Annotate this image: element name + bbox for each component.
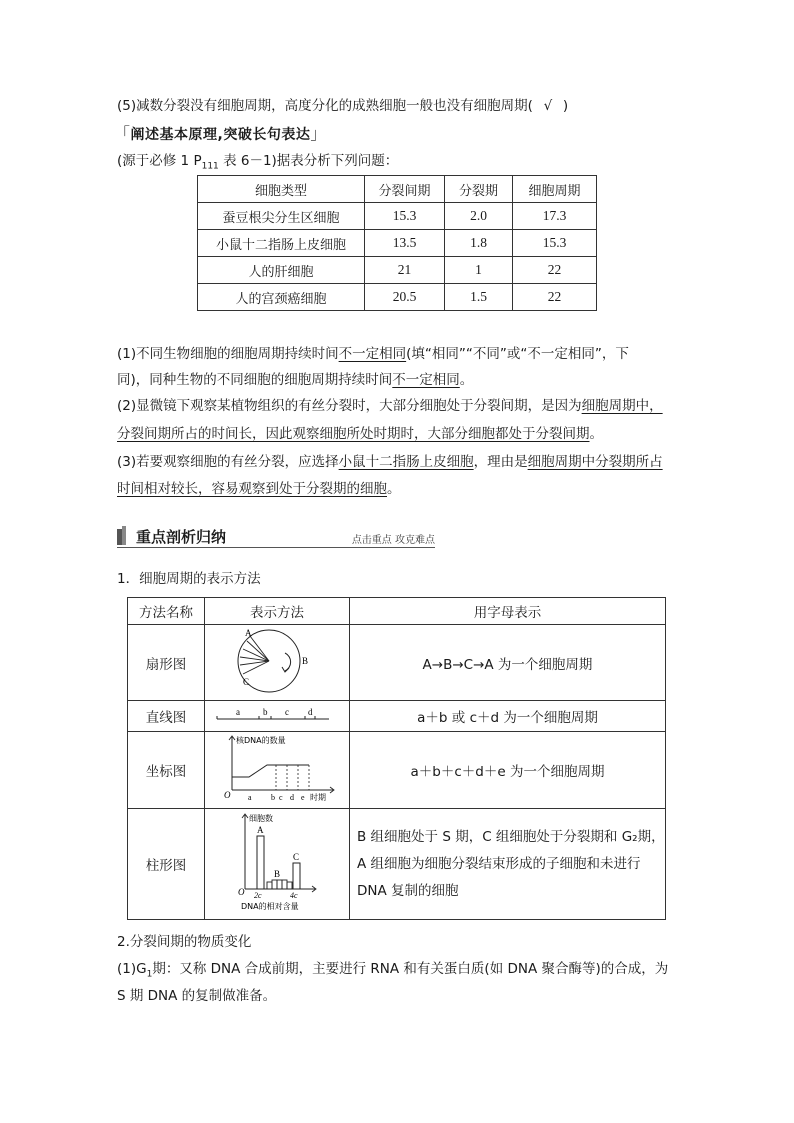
bar-b3 [277, 880, 282, 889]
fan-label-c: C [243, 677, 250, 687]
desc-line: B 组细胞处于 S 期，C 组细胞处于分裂期和 G₂期， [357, 828, 665, 845]
line-label-a: a [236, 707, 240, 717]
question-1-line-1: (1)不同生物细胞的细胞周期持续时间不一定相同(填“相同”“不同”或“不一定相同”，下 [117, 346, 629, 362]
header-cell: 细胞周期 [513, 176, 597, 203]
table-cell: 1 [445, 257, 513, 284]
table-cell: 17.3 [513, 203, 597, 230]
header-cell: 方法名称 [128, 598, 205, 625]
method-description: a＋b＋c＋d＋e 为一个细胞周期 [350, 732, 666, 809]
question-3-line-2: 时间相对较长，容易观察到处于分裂期的细胞。 [117, 481, 401, 497]
table-header-row [128, 598, 666, 625]
table-row [128, 809, 666, 920]
method-name: 坐标图 [128, 732, 205, 809]
header-cell: 用字母表示 [350, 598, 666, 625]
table-cell: 小鼠十二指肠上皮细胞 [198, 230, 365, 257]
answer: 细胞周期中分裂期所占 [527, 454, 663, 470]
bar-b5 [287, 882, 292, 889]
section-title: 重点剖析归纳 [136, 528, 227, 546]
answer: 细胞周期中， [581, 398, 663, 414]
bracket-title: 「阐述基本原理,突破长句表达」 [114, 124, 327, 143]
header-cell: 细胞类型 [198, 176, 365, 203]
question-2-line-2: 分裂间期所占的时间长，因此观察细胞所处时期时，大部分细胞都处于分裂间期。 [117, 426, 603, 442]
section-divider [117, 547, 435, 548]
header-cell: 分裂期 [445, 176, 513, 203]
header-cell: 分裂间期 [365, 176, 445, 203]
table-row [198, 203, 597, 230]
header-cell: 表示方法 [205, 598, 350, 625]
question-3-line-1: (3)若要观察细胞的有丝分裂，应选择小鼠十二指肠上皮细胞，理由是细胞周期中分裂期所占 [117, 454, 663, 470]
table-cell: 2.0 [445, 203, 513, 230]
table-cell: 21 [365, 257, 445, 284]
answer: 时间相对较长，容易观察到处于分裂期的细胞 [117, 481, 387, 497]
coord-tick-a: a [248, 793, 252, 802]
table-cell: 15.3 [513, 230, 597, 257]
bar-tick-4c: 4c [290, 891, 298, 900]
line-label-b: b [263, 707, 268, 717]
desc-line: DNA 复制的细胞 [357, 882, 459, 899]
point-2-title: 2.分裂间期的物质变化 [117, 934, 252, 950]
coord-diagram-cell [205, 732, 350, 809]
table-row [198, 230, 597, 257]
bar-a [257, 836, 264, 889]
answer: 小鼠十二指肠上皮细胞 [338, 454, 474, 470]
g1-line-2: S 期 DNA 的复制做准备。 [117, 988, 277, 1004]
answer: 不一定相同 [392, 372, 460, 388]
section-subtitle: 点击重点 攻克难点 [351, 535, 435, 546]
coord-xlabel: 时期 [310, 793, 326, 802]
table-cell: 13.5 [365, 230, 445, 257]
bar-c [293, 863, 300, 889]
line-diagram-cell [205, 701, 350, 732]
table-cell: 人的肝细胞 [198, 257, 365, 284]
table-cell: 1.5 [445, 284, 513, 311]
bar-label-b: B [274, 869, 281, 879]
table-row [128, 625, 666, 701]
table-row [128, 701, 666, 732]
coord-tick-e: e [301, 793, 305, 802]
method-name: 扇形图 [128, 625, 205, 701]
table-cell: 蚕豆根尖分生区细胞 [198, 203, 365, 230]
bar-xlabel: DNA的相对含量 [241, 902, 299, 911]
source-line: (源于必修 1 $P_{111}$ 表 6－1)据表分析下列问题： [117, 153, 399, 172]
representation-methods-table [127, 597, 666, 920]
method-name: 直线图 [128, 701, 205, 732]
question-1-line-2: 同)，同种生物的不同细胞的细胞周期持续时间不一定相同。 [117, 372, 474, 388]
coord-origin: O [224, 790, 231, 800]
table-row [198, 284, 597, 311]
method-name: 柱形图 [128, 809, 205, 920]
table-header-row [198, 176, 597, 203]
table-cell: 1.8 [445, 230, 513, 257]
point-1-title: 1．细胞周期的表示方法 [117, 571, 261, 587]
bar-diagram-cell [205, 809, 350, 920]
table-cell: 15.3 [365, 203, 445, 230]
line-label-d: d [308, 707, 313, 717]
fan-label-b: B [302, 656, 309, 666]
table-cell: 20.5 [365, 284, 445, 311]
answer: 分裂间期所占的时间长，因此观察细胞所处时期时，大部分细胞都处于分裂间期 [117, 426, 590, 442]
bar-ylabel: 细胞数 [249, 814, 273, 823]
cell-cycle-table [197, 175, 597, 311]
method-description: a＋b 或 c＋d 为一个细胞周期 [350, 701, 666, 732]
method-description: A→B→C→A 为一个细胞周期 [350, 625, 666, 701]
section-marker-accent [122, 526, 126, 545]
coordinate-diagram [205, 732, 349, 804]
bar-diagram [205, 809, 349, 915]
bar-tick-2c: 2c [254, 891, 262, 900]
section-header [117, 526, 435, 548]
question-2-line-1: (2)显微镜下观察某植物组织的有丝分裂时，大部分细胞处于分裂间期，是因为细胞周期中， [117, 398, 663, 414]
check-mark: √ [543, 98, 553, 114]
table-row [198, 257, 597, 284]
bar-b4 [282, 880, 287, 889]
table-cell: 22 [513, 284, 597, 311]
coord-tick-c: c [279, 793, 283, 802]
coord-ylabel: 核DNA的数量 [236, 736, 286, 745]
bar-b2 [272, 880, 277, 889]
answer: 不一定相同 [338, 346, 407, 362]
table-cell: 人的宫颈癌细胞 [198, 284, 365, 311]
coord-tick-d: d [290, 793, 294, 802]
bar-label-a: A [257, 825, 264, 835]
bar-origin: O [238, 887, 245, 897]
line-label-c: c [285, 707, 289, 717]
item-5: (5)减数分裂没有细胞周期，高度分化的成熟细胞一般也没有细胞周期( √ ) [117, 98, 569, 114]
table-row [128, 732, 666, 809]
line-diagram [205, 701, 349, 727]
desc-line: A 组细胞为细胞分裂结束形成的子细胞和未进行 [357, 855, 641, 872]
g1-line-1: $(1)G_1$期：又称 DNA 合成前期，主要进行 RNA 和有关蛋白质(如 DNA 聚合酶等)的合成，为 [117, 961, 669, 980]
table-cell: 22 [513, 257, 597, 284]
method-description [350, 809, 666, 920]
fan-label-a: A [245, 628, 252, 638]
fan-diagram-cell [205, 625, 350, 701]
coord-tick-b: b [271, 793, 275, 802]
fan-diagram [205, 625, 349, 696]
bar-b1 [267, 882, 272, 889]
bar-label-c: C [293, 852, 300, 862]
